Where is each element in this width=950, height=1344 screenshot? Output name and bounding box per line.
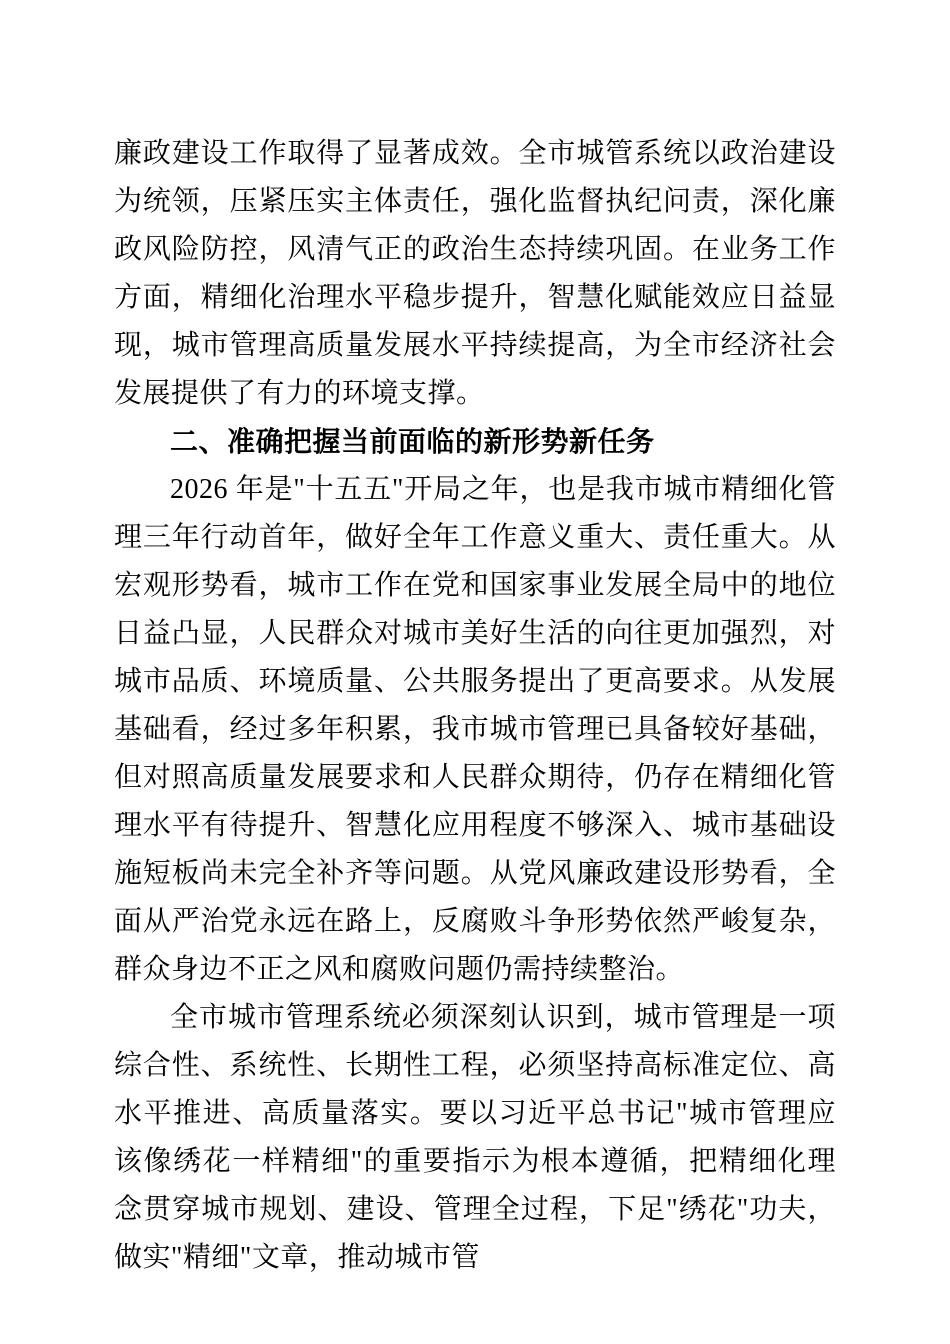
paragraph: 2026 年是"十五五"开局之年，也是我市城市精细化管理三年行动首年，做好全年工作意义重大、责任重大。从宏观形势看，城市工作在党和国家事业发展全局中的地位日益凸显，人民群众对城市美好生活的向往更加强烈，对城市品质、环境质量、公共服务提出了更高要求。从发展基础看，经过多年积累，我市城市管理已具备较好基础，但对照高质量发展要求和人民群众期待，仍存在精细化管理水平有待提升、智慧化应用程度不够深入、城市基础设施短板尚未完全补齐等问题。从党风廉政建设形势看，全面从严治党永远在路上，反腐败斗争形势依然严峻复杂，群众身边不正之风和腐败问题仍需持续整治。 bbox=[114, 474, 836, 985]
document-content bbox=[114, 130, 836, 1282]
paragraph: 全市城市管理系统必须深刻认识到，城市管理是一项综合性、系统性、长期性工程，必须坚持高标准定位、高水平推进、高质量落实。要以习近平总书记"城市管理应该像绣花一样精细"的重要指示为根本遵循，把精细化理念贯穿城市规划、建设、管理全过程，下足"绣花"功夫，做实"精细"文章，推动城市管 bbox=[114, 1002, 836, 1273]
paragraph-continuation: 廉政建设工作取得了显著成效。全市城管系统以政治建设为统领，压紧压实主体责任，强化监督执纪问责，深化廉政风险防控，风清气正的政治生态持续巩固。在业务工作方面，精细化治理水平稳步提升，智慧化赋能效应日益显现，城市管理高质量发展水平持续提高，为全市经济社会发展提供了有力的环境支撑。 bbox=[114, 138, 836, 409]
section-heading: 二、准确把握当前面临的新形势新任务 bbox=[170, 426, 655, 457]
